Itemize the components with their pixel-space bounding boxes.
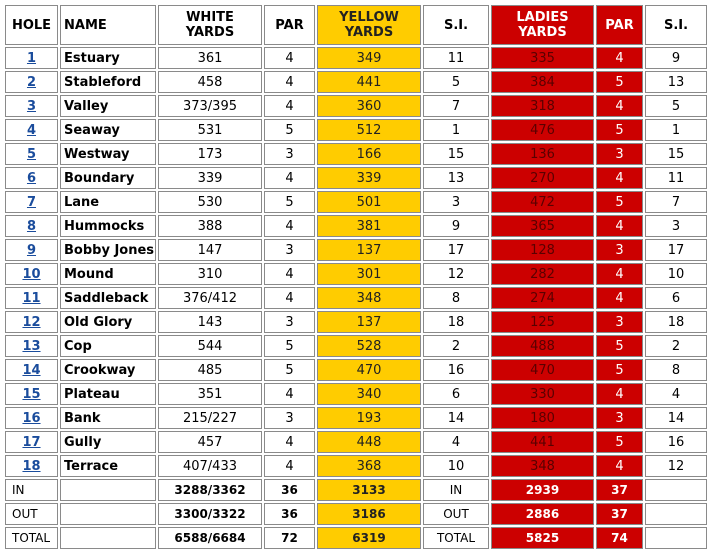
- ladies-yards: 365: [491, 215, 594, 237]
- white-yards: 407/433: [158, 455, 262, 477]
- hole-number-cell: [5, 215, 58, 237]
- yellow-yards: 166: [317, 143, 421, 165]
- hole-name: Old Glory: [60, 311, 156, 333]
- stroke-index: 5: [423, 71, 489, 93]
- white-yards: 530: [158, 191, 262, 213]
- hole-row: [5, 455, 707, 477]
- header-name: NAME: [60, 5, 156, 45]
- ladies-stroke-index: 13: [645, 71, 707, 93]
- par: 3: [264, 311, 315, 333]
- par: 4: [264, 383, 315, 405]
- white-yards: 485: [158, 359, 262, 381]
- stroke-index: 16: [423, 359, 489, 381]
- par: 3: [264, 407, 315, 429]
- hole-number-cell: [5, 143, 58, 165]
- totals-yellow-yards: 3133: [317, 479, 421, 501]
- ladies-par: 5: [596, 359, 643, 381]
- ladies-stroke-index: 10: [645, 263, 707, 285]
- ladies-yards: 476: [491, 119, 594, 141]
- yellow-yards: 470: [317, 359, 421, 381]
- hole-name: Estuary: [60, 47, 156, 69]
- ladies-yards: 488: [491, 335, 594, 357]
- hole-number-cell: [5, 47, 58, 69]
- stroke-index: 15: [423, 143, 489, 165]
- yellow-yards: 339: [317, 167, 421, 189]
- ladies-yards: 335: [491, 47, 594, 69]
- hole-number-cell: [5, 71, 58, 93]
- scorecard-table: [3, 3, 709, 551]
- ladies-stroke-index: 9: [645, 47, 707, 69]
- totals-ladies-yards: 5825: [491, 527, 594, 549]
- hole-row: [5, 95, 707, 117]
- hole-name: Hummocks: [60, 215, 156, 237]
- hole-link[interactable]: 2: [26, 74, 37, 90]
- hole-link[interactable]: 9: [26, 242, 37, 258]
- ladies-par: 4: [596, 167, 643, 189]
- totals-label: TOTAL: [5, 527, 58, 549]
- hole-row: [5, 167, 707, 189]
- par: 5: [264, 359, 315, 381]
- white-yards: 339: [158, 167, 262, 189]
- par: 4: [264, 431, 315, 453]
- hole-row: [5, 191, 707, 213]
- yellow-yards: 301: [317, 263, 421, 285]
- totals-white-yards: 6588/6684: [158, 527, 262, 549]
- par: 3: [264, 143, 315, 165]
- hole-number-cell: [5, 95, 58, 117]
- ladies-stroke-index: 7: [645, 191, 707, 213]
- par: 5: [264, 119, 315, 141]
- hole-row: [5, 311, 707, 333]
- ladies-yards: 472: [491, 191, 594, 213]
- totals-si-label: TOTAL: [423, 527, 489, 549]
- hole-number-cell: [5, 167, 58, 189]
- hole-name: Bank: [60, 407, 156, 429]
- header-ladies-par: PAR: [596, 5, 643, 45]
- totals-ladies-par: 37: [596, 503, 643, 525]
- ladies-par: 4: [596, 215, 643, 237]
- hole-number-cell: [5, 239, 58, 261]
- ladies-yards: 180: [491, 407, 594, 429]
- ladies-par: 3: [596, 239, 643, 261]
- header-white-yards: WHITE YARDS: [158, 5, 262, 45]
- stroke-index: 12: [423, 263, 489, 285]
- ladies-yards: 274: [491, 287, 594, 309]
- yellow-yards: 137: [317, 311, 421, 333]
- totals-ladies-si-empty: [645, 527, 707, 549]
- yellow-yards: 137: [317, 239, 421, 261]
- totals-si-label: OUT: [423, 503, 489, 525]
- totals-row: [5, 479, 707, 501]
- totals-row: [5, 503, 707, 525]
- yellow-yards: 349: [317, 47, 421, 69]
- hole-number-cell: [5, 287, 58, 309]
- ladies-par: 5: [596, 119, 643, 141]
- hole-row: [5, 47, 707, 69]
- stroke-index: 10: [423, 455, 489, 477]
- hole-name: Cop: [60, 335, 156, 357]
- ladies-par: 5: [596, 71, 643, 93]
- header-hole: HOLE: [5, 5, 58, 45]
- hole-link[interactable]: 6: [26, 170, 37, 186]
- ladies-par: 4: [596, 47, 643, 69]
- hole-number-cell: [5, 431, 58, 453]
- white-yards: 173: [158, 143, 262, 165]
- totals-name-empty: [60, 527, 156, 549]
- hole-row: [5, 287, 707, 309]
- hole-name: Mound: [60, 263, 156, 285]
- hole-row: [5, 143, 707, 165]
- ladies-stroke-index: 11: [645, 167, 707, 189]
- stroke-index: 13: [423, 167, 489, 189]
- white-yards: 458: [158, 71, 262, 93]
- yellow-yards: 348: [317, 287, 421, 309]
- totals-ladies-si-empty: [645, 479, 707, 501]
- yellow-yards: 340: [317, 383, 421, 405]
- hole-number-cell: [5, 191, 58, 213]
- hole-link[interactable]: 11: [22, 290, 41, 306]
- totals-label: OUT: [5, 503, 58, 525]
- ladies-yards: 348: [491, 455, 594, 477]
- ladies-stroke-index: 17: [645, 239, 707, 261]
- yellow-yards: 501: [317, 191, 421, 213]
- ladies-stroke-index: 8: [645, 359, 707, 381]
- hole-row: [5, 119, 707, 141]
- ladies-par: 3: [596, 143, 643, 165]
- stroke-index: 11: [423, 47, 489, 69]
- par: 5: [264, 335, 315, 357]
- ladies-yards: 330: [491, 383, 594, 405]
- header-ladies-yards: LADIES YARDS: [491, 5, 594, 45]
- white-yards: 373/395: [158, 95, 262, 117]
- totals-row: [5, 527, 707, 549]
- yellow-yards: 528: [317, 335, 421, 357]
- yellow-yards: 360: [317, 95, 421, 117]
- header-par: PAR: [264, 5, 315, 45]
- totals-si-label: IN: [423, 479, 489, 501]
- hole-link[interactable]: 7: [26, 194, 37, 210]
- ladies-par: 4: [596, 383, 643, 405]
- par: 4: [264, 47, 315, 69]
- white-yards: 147: [158, 239, 262, 261]
- hole-number-cell: [5, 407, 58, 429]
- stroke-index: 1: [423, 119, 489, 141]
- stroke-index: 3: [423, 191, 489, 213]
- ladies-par: 4: [596, 455, 643, 477]
- hole-name: Boundary: [60, 167, 156, 189]
- header-yellow-yards: YELLOW YARDS: [317, 5, 421, 45]
- hole-row: [5, 383, 707, 405]
- ladies-stroke-index: 18: [645, 311, 707, 333]
- par: 3: [264, 239, 315, 261]
- ladies-par: 5: [596, 431, 643, 453]
- ladies-stroke-index: 3: [645, 215, 707, 237]
- hole-number-cell: [5, 335, 58, 357]
- totals-white-yards: 3288/3362: [158, 479, 262, 501]
- stroke-index: 14: [423, 407, 489, 429]
- ladies-par: 4: [596, 287, 643, 309]
- stroke-index: 8: [423, 287, 489, 309]
- par: 4: [264, 287, 315, 309]
- stroke-index: 17: [423, 239, 489, 261]
- ladies-stroke-index: 12: [645, 455, 707, 477]
- hole-link[interactable]: 10: [22, 266, 41, 282]
- hole-number-cell: [5, 119, 58, 141]
- totals-ladies-par: 74: [596, 527, 643, 549]
- par: 4: [264, 455, 315, 477]
- par: 4: [264, 71, 315, 93]
- yellow-yards: 441: [317, 71, 421, 93]
- hole-row: [5, 335, 707, 357]
- totals-name-empty: [60, 503, 156, 525]
- yellow-yards: 448: [317, 431, 421, 453]
- header-ladies-si: S.I.: [645, 5, 707, 45]
- hole-row: [5, 71, 707, 93]
- hole-name: Valley: [60, 95, 156, 117]
- hole-number-cell: [5, 383, 58, 405]
- hole-name: Plateau: [60, 383, 156, 405]
- ladies-par: 5: [596, 191, 643, 213]
- hole-name: Westway: [60, 143, 156, 165]
- par: 4: [264, 215, 315, 237]
- totals-par: 36: [264, 503, 315, 525]
- ladies-yards: 128: [491, 239, 594, 261]
- stroke-index: 7: [423, 95, 489, 117]
- ladies-yards: 125: [491, 311, 594, 333]
- hole-row: [5, 359, 707, 381]
- hole-row: [5, 263, 707, 285]
- hole-link[interactable]: 16: [22, 410, 41, 426]
- ladies-stroke-index: 2: [645, 335, 707, 357]
- totals-yellow-yards: 3186: [317, 503, 421, 525]
- ladies-yards: 270: [491, 167, 594, 189]
- ladies-stroke-index: 1: [645, 119, 707, 141]
- ladies-par: 5: [596, 335, 643, 357]
- totals-ladies-si-empty: [645, 503, 707, 525]
- hole-link[interactable]: 3: [26, 98, 37, 114]
- hole-number-cell: [5, 455, 58, 477]
- hole-link[interactable]: 14: [22, 362, 41, 378]
- ladies-stroke-index: 4: [645, 383, 707, 405]
- ladies-yards: 470: [491, 359, 594, 381]
- hole-name: Bobby Jones: [60, 239, 156, 261]
- hole-number-cell: [5, 311, 58, 333]
- hole-name: Gully: [60, 431, 156, 453]
- hole-link[interactable]: 5: [26, 146, 37, 162]
- ladies-yards: 384: [491, 71, 594, 93]
- yellow-yards: 381: [317, 215, 421, 237]
- white-yards: 388: [158, 215, 262, 237]
- hole-link[interactable]: 4: [26, 122, 37, 138]
- par: 4: [264, 263, 315, 285]
- white-yards: 351: [158, 383, 262, 405]
- yellow-yards: 368: [317, 455, 421, 477]
- header-si: S.I.: [423, 5, 489, 45]
- hole-link[interactable]: 8: [26, 218, 37, 234]
- hole-number-cell: [5, 263, 58, 285]
- totals-name-empty: [60, 479, 156, 501]
- white-yards: 310: [158, 263, 262, 285]
- white-yards: 361: [158, 47, 262, 69]
- ladies-yards: 136: [491, 143, 594, 165]
- ladies-par: 3: [596, 311, 643, 333]
- yellow-yards: 512: [317, 119, 421, 141]
- hole-row: [5, 239, 707, 261]
- hole-row: [5, 407, 707, 429]
- ladies-par: 4: [596, 95, 643, 117]
- ladies-yards: 441: [491, 431, 594, 453]
- hole-link[interactable]: 12: [22, 314, 41, 330]
- stroke-index: 9: [423, 215, 489, 237]
- white-yards: 531: [158, 119, 262, 141]
- hole-link[interactable]: 15: [22, 386, 41, 402]
- totals-ladies-par: 37: [596, 479, 643, 501]
- ladies-stroke-index: 5: [645, 95, 707, 117]
- hole-number-cell: [5, 359, 58, 381]
- ladies-stroke-index: 6: [645, 287, 707, 309]
- totals-par: 72: [264, 527, 315, 549]
- ladies-yards: 318: [491, 95, 594, 117]
- white-yards: 215/227: [158, 407, 262, 429]
- hole-link[interactable]: 1: [26, 50, 37, 66]
- par: 4: [264, 167, 315, 189]
- header-row: [5, 5, 707, 45]
- hole-name: Crookway: [60, 359, 156, 381]
- white-yards: 457: [158, 431, 262, 453]
- ladies-yards: 282: [491, 263, 594, 285]
- yellow-yards: 193: [317, 407, 421, 429]
- stroke-index: 4: [423, 431, 489, 453]
- ladies-stroke-index: 15: [645, 143, 707, 165]
- hole-link[interactable]: 17: [22, 434, 41, 450]
- totals-label: IN: [5, 479, 58, 501]
- totals-par: 36: [264, 479, 315, 501]
- totals-ladies-yards: 2939: [491, 479, 594, 501]
- stroke-index: 2: [423, 335, 489, 357]
- hole-row: [5, 215, 707, 237]
- white-yards: 544: [158, 335, 262, 357]
- ladies-par: 4: [596, 263, 643, 285]
- totals-white-yards: 3300/3322: [158, 503, 262, 525]
- hole-name: Seaway: [60, 119, 156, 141]
- hole-name: Lane: [60, 191, 156, 213]
- ladies-par: 3: [596, 407, 643, 429]
- hole-row: [5, 431, 707, 453]
- totals-ladies-yards: 2886: [491, 503, 594, 525]
- stroke-index: 18: [423, 311, 489, 333]
- hole-name: Terrace: [60, 455, 156, 477]
- white-yards: 376/412: [158, 287, 262, 309]
- ladies-stroke-index: 16: [645, 431, 707, 453]
- par: 4: [264, 95, 315, 117]
- hole-name: Saddleback: [60, 287, 156, 309]
- stroke-index: 6: [423, 383, 489, 405]
- white-yards: 143: [158, 311, 262, 333]
- hole-link[interactable]: 18: [22, 458, 41, 474]
- hole-name: Stableford: [60, 71, 156, 93]
- hole-link[interactable]: 13: [22, 338, 41, 354]
- par: 5: [264, 191, 315, 213]
- ladies-stroke-index: 14: [645, 407, 707, 429]
- totals-yellow-yards: 6319: [317, 527, 421, 549]
